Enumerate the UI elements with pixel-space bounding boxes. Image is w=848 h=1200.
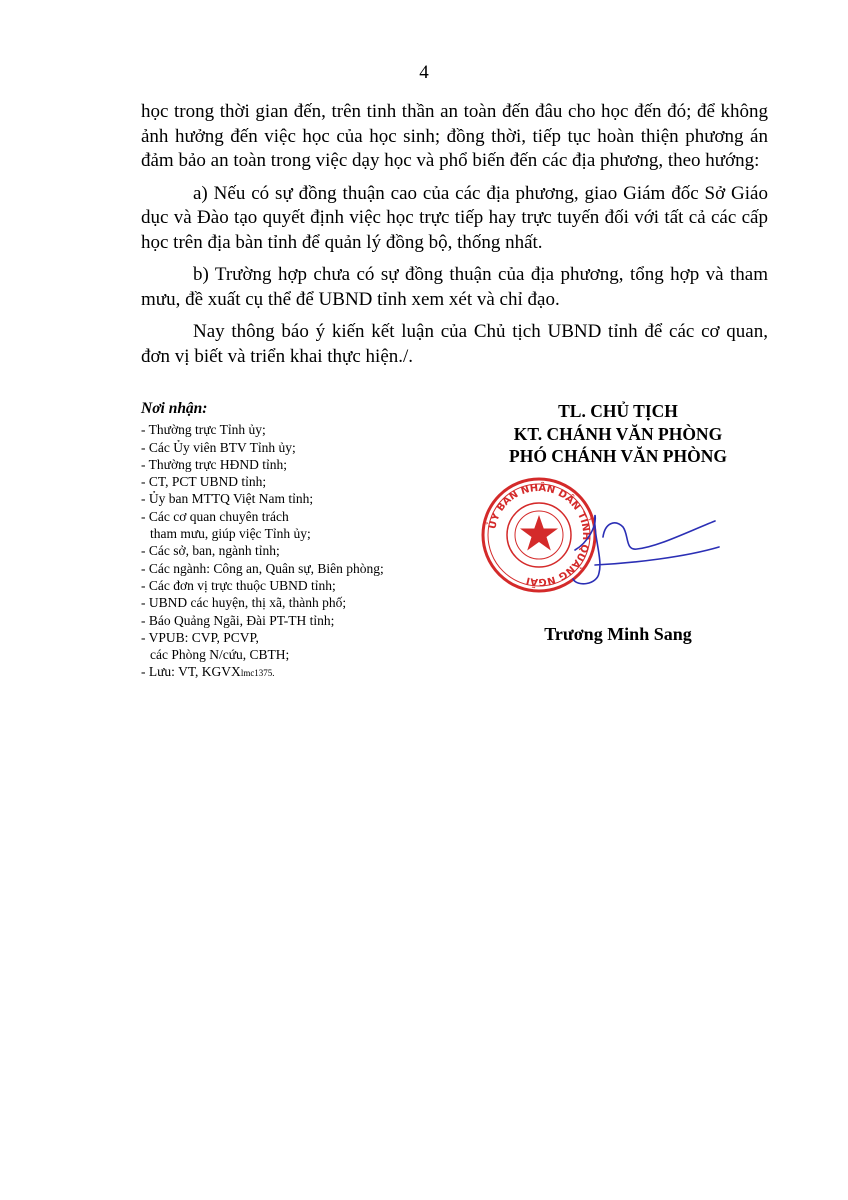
archive-label: - Lưu: VT, KGVX [141,664,241,680]
recipient-item: tham mưu, giúp việc Tỉnh ủy; [150,526,311,542]
recipient-item: - Ủy ban MTTQ Việt Nam tỉnh; [141,491,314,507]
paragraph-conclusion: Nay thông báo ý kiến kết luận của Chủ tịch UBND tỉnh để các cơ quan, đơn vị biết và triển khai thực hiện./. [141,321,768,367]
recipient-item: - Các cơ quan chuyên trách [141,508,289,524]
recipient-item: - Các đơn vị trực thuộc UBND tỉnh; [141,577,336,593]
recipients-block [141,400,451,683]
recipients-title: Nơi nhận: [141,400,208,417]
official-stamp-icon [475,475,735,595]
official-seal [483,479,595,591]
signature-block [468,400,768,468]
stamp-text: ỦY BAN NHÂN DÂN TỈNH QUẢNG NGÃI [487,482,592,588]
recipient-item: - CT, PCT UBND tỉnh; [141,474,267,490]
recipient-item: - VPUB: CVP, PCVP, [141,629,259,645]
recipient-item: - Thường trực HĐND tỉnh; [141,456,288,472]
recipient-item: - Các ngành: Công an, Quân sự, Biên phòng; [141,560,384,576]
recipient-item: - Báo Quảng Ngãi, Đài PT-TH tỉnh; [141,612,335,628]
stamp-and-signature [475,475,735,595]
recipient-item: - UBND các huyện, thị xã, thành phố; [141,595,347,611]
body-text [141,100,768,377]
handwritten-signature [573,515,719,584]
signature-title-3: PHÓ CHÁNH VĂN PHÒNG [509,446,727,466]
page-number: 4 [419,62,429,83]
recipient-item: các Phòng N/cứu, CBTH; [150,647,290,663]
recipient-item-archive [141,663,451,682]
signature-title-2: KT. CHÁNH VĂN PHÒNG [513,423,723,444]
recipient-item: - Thường trực Tỉnh ủy; [141,422,266,438]
recipient-item: - Các sở, ban, ngành tỉnh; [141,543,280,559]
paragraph-a: a) Nếu có sự đồng thuận cao của các địa phương, giao Giám đốc Sở Giáo dục và Đào tạo quyết định việc học trực tiếp hay trực tuyến đối với tất cả các cấp học trên địa bàn tỉnh để quản lý đồng bộ, thống nhất. [141,182,768,253]
signer-name: Trương Minh Sang [544,624,692,644]
archive-code: lmc1375. [240,668,275,679]
recipients-list [141,421,451,682]
paragraph-b: b) Trường hợp chưa có sự đồng thuận của địa phương, tổng hợp và tham mưu, đề xuất cụ thể để UBND tỉnh xem xét và chỉ đạo. [141,264,768,310]
paragraph-intro: học trong thời gian đến, trên tinh thần an toàn đến đâu cho học đến đó; để không ảnh hưởng đến việc học của học sinh; đồng thời, tiếp tục hoàn thiện phương án đảm bảo an toàn trong việc dạy học và phổ biến đến các địa phương, theo hướng: [141,101,768,171]
signature-title-1: TL. CHỦ TỊCH [558,401,678,421]
recipient-item: - Các Ủy viên BTV Tỉnh ủy; [141,439,296,455]
